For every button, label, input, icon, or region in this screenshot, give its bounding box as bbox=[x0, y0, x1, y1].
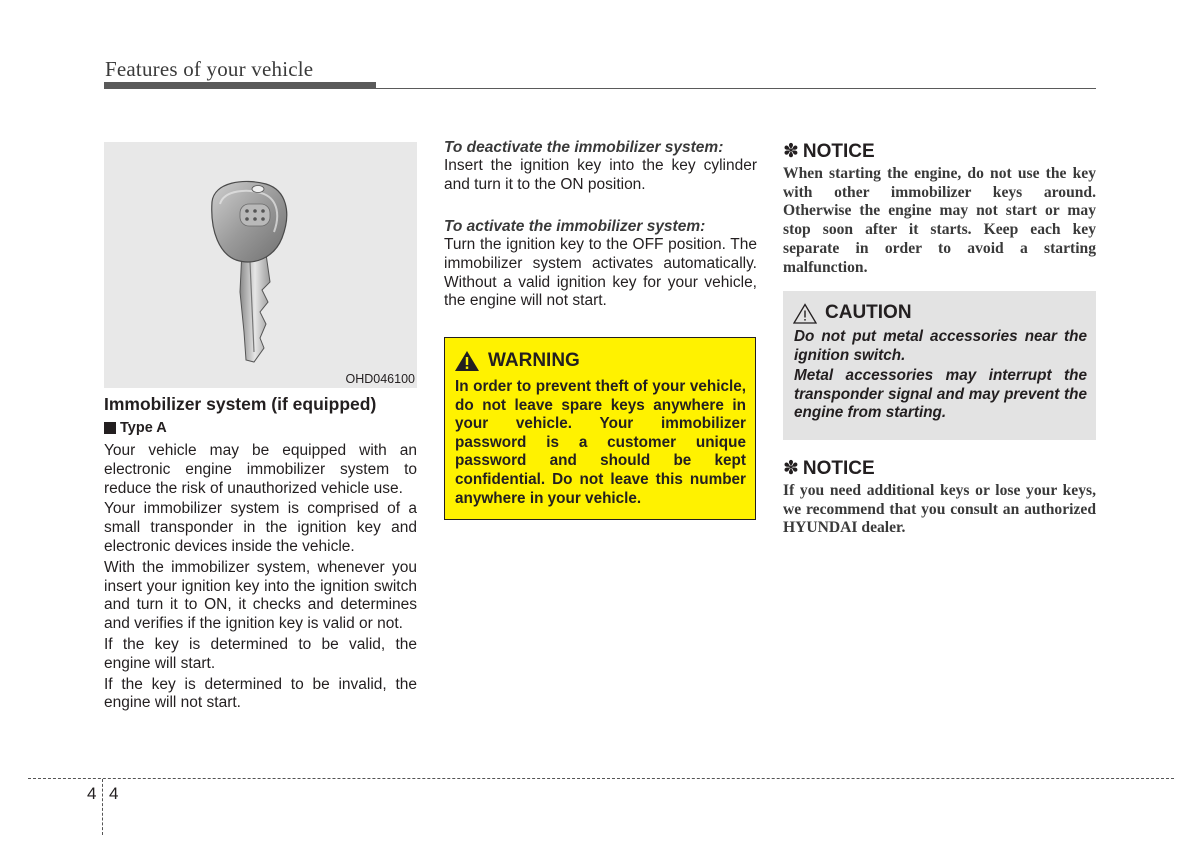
paragraph: Your vehicle may be equipped with an electronic engine immobilizer system to reduce the risk of unauthorized vehicle use. bbox=[104, 442, 417, 497]
notice-text: When starting the engine, do not use the key with other immobilizer keys around. Otherwise the engine may not start or may stop soon after it starts. Keep each key separate in order to avoid a starting malfunction. bbox=[783, 165, 1096, 276]
chapter-number: 4 bbox=[87, 784, 97, 803]
type-label bbox=[104, 420, 167, 436]
deactivate-block bbox=[444, 139, 757, 195]
key-figure bbox=[104, 142, 417, 388]
caution-text-1: Do not put metal accessories near the ignition switch. bbox=[794, 328, 1087, 364]
section-body bbox=[104, 442, 417, 715]
caution-triangle-icon bbox=[793, 303, 817, 324]
warning-box bbox=[444, 337, 756, 520]
caution-box bbox=[783, 291, 1096, 440]
warning-text: In order to prevent theft of your vehicle, do not leave spare keys anywhere in your vehicle. Your immobilizer password is a customer unique password and should be kept confidential. Do not leave this number anywhere in your vehicle. bbox=[455, 378, 746, 507]
notice-header bbox=[783, 140, 1096, 163]
figure-code: OHD046100 bbox=[345, 372, 415, 386]
page-header-title: Features of your vehicle bbox=[105, 57, 314, 81]
warning-title: WARNING bbox=[488, 350, 580, 371]
ignition-key-illustration bbox=[104, 142, 417, 388]
footer-divider bbox=[102, 779, 103, 835]
header-rule bbox=[104, 88, 1096, 89]
notice-title: NOTICE bbox=[802, 140, 875, 162]
notice-text: If you need additional keys or lose your keys, we recommend that you consult an authorized HYUNDAI dealer. bbox=[783, 482, 1096, 537]
notice-block bbox=[783, 140, 1096, 277]
paragraph: If the key is determined to be valid, the engine will start. bbox=[104, 635, 417, 672]
activate-heading: To activate the immobilizer system: bbox=[444, 218, 706, 235]
section-title: Immobilizer system (if equipped) bbox=[104, 394, 377, 414]
notice-block bbox=[783, 457, 1096, 538]
notice-star-icon: ✽ bbox=[783, 141, 799, 162]
warning-header bbox=[454, 350, 580, 372]
type-label-text: Type A bbox=[120, 420, 167, 436]
caution-header bbox=[793, 302, 912, 324]
paragraph: If the key is determined to be invalid, the engine will not start. bbox=[104, 675, 417, 712]
activate-block bbox=[444, 218, 757, 311]
notice-header bbox=[783, 457, 1096, 480]
page-number: 4 bbox=[109, 784, 119, 803]
paragraph: With the immobilizer system, whenever you insert your ignition key into the ignition switch and turn it to ON, it checks and determines and verifies if the ignition key is valid or not. bbox=[104, 558, 417, 633]
caution-text bbox=[794, 328, 1087, 425]
square-bullet-icon bbox=[104, 422, 116, 434]
paragraph: Your immobilizer system is comprised of a small transponder in the ignition key and electronic devices inside the vehicle. bbox=[104, 500, 417, 555]
caution-title: CAUTION bbox=[825, 302, 912, 323]
caution-text-2: Metal accessories may interrupt the transponder signal and may prevent the engine from starting. bbox=[794, 367, 1087, 422]
notice-title: NOTICE bbox=[802, 457, 875, 479]
deactivate-heading: To deactivate the immobilizer system: bbox=[444, 139, 724, 156]
warning-triangle-icon bbox=[454, 350, 480, 372]
activate-text: Turn the ignition key to the OFF position. The immobilizer system activates automatically. Without a valid ignition key for your vehicle, the engine will not start. bbox=[444, 236, 757, 310]
deactivate-text: Insert the ignition key into the key cylinder and turn it to the ON position. bbox=[444, 157, 757, 193]
footer-rule bbox=[28, 778, 1174, 779]
notice-star-icon: ✽ bbox=[783, 458, 799, 479]
